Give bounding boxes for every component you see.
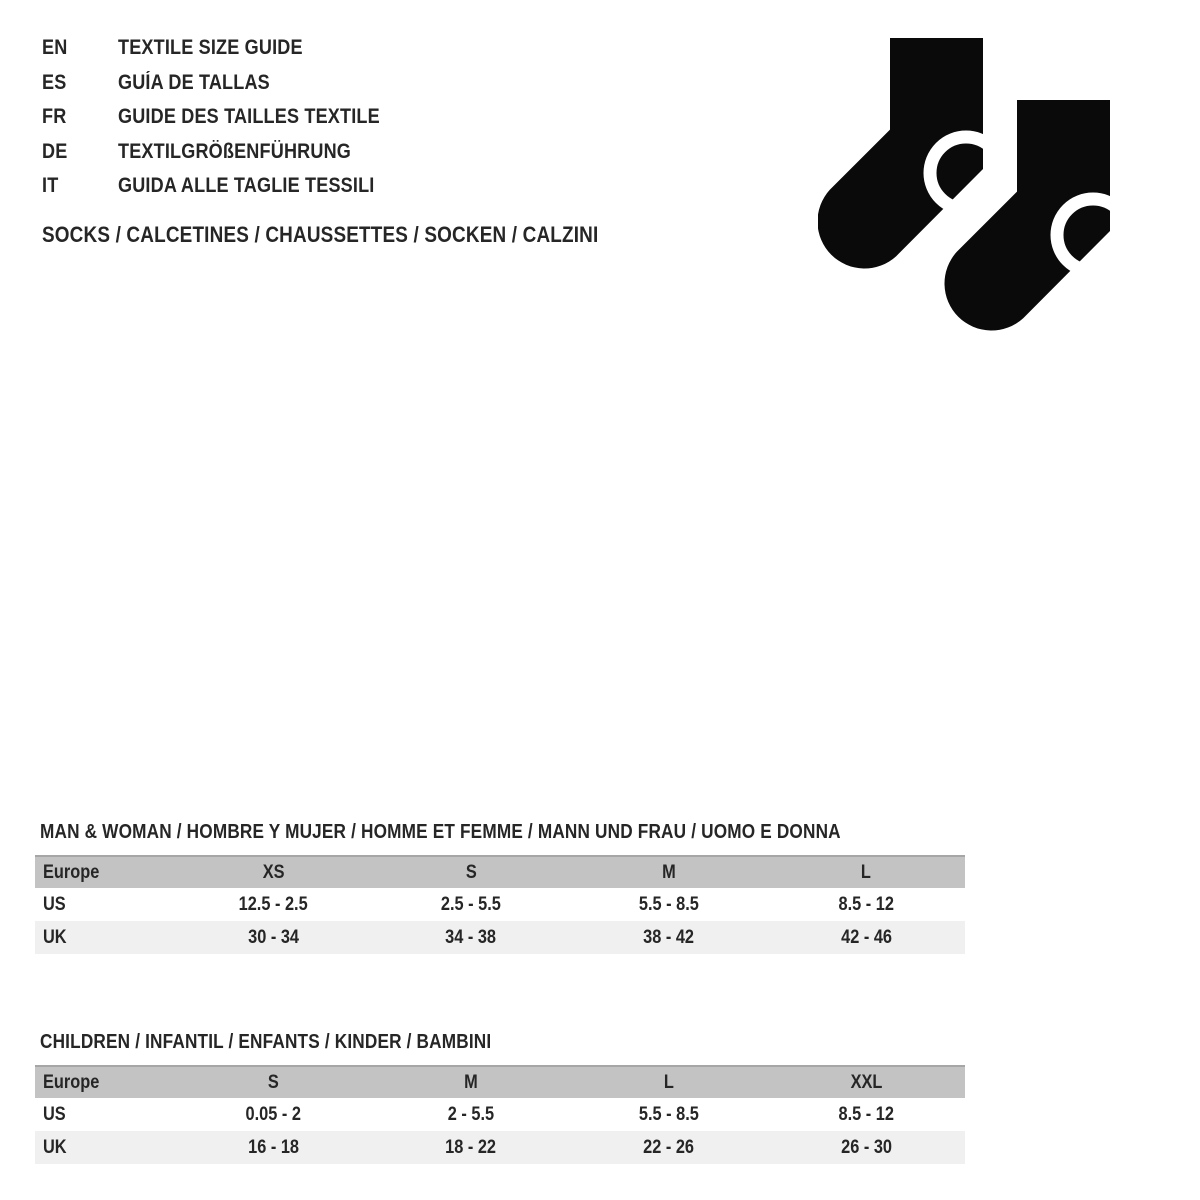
lang-row-fr <box>42 100 422 135</box>
table-children-title: CHILDREN / INFANTIL / ENFANTS / KINDER / BAMBINI <box>40 1031 492 1053</box>
table-children-header-row <box>35 1065 965 1098</box>
column-header-l: L <box>861 861 872 883</box>
column-header-s: S <box>267 1071 279 1093</box>
table-cell: 5.5 - 8.5 <box>638 893 699 915</box>
lang-row-de <box>42 135 422 170</box>
table-cell: 34 - 38 <box>445 926 497 948</box>
table-cell: 38 - 42 <box>643 926 694 948</box>
sock-left <box>818 38 1002 268</box>
row-label: US <box>43 893 66 915</box>
lang-label-it: GUIDA ALLE TAGLIE TESSILI <box>118 174 375 198</box>
lang-row-es <box>42 66 422 101</box>
column-header-xxl: XXL <box>850 1071 883 1093</box>
table-cell: 12.5 - 2.5 <box>238 893 308 915</box>
column-header-m: M <box>661 861 676 883</box>
lang-label-fr: GUIDE DES TAILLES TEXTILE <box>118 105 380 129</box>
column-header-m: M <box>464 1071 478 1093</box>
table-man-woman-title: MAN & WOMAN / HOMBRE Y MUJER / HOMME ET FEMME / MANN UND FRAU / UOMO E DONNA <box>40 821 841 843</box>
table-cell: 22 - 26 <box>643 1136 694 1158</box>
row-label: UK <box>43 1136 67 1158</box>
table-cell: 2 - 5.5 <box>447 1103 495 1125</box>
lang-label-es: GUÍA DE TALLAS <box>118 70 270 94</box>
table-cell: 8.5 - 12 <box>838 893 894 915</box>
table-row-uk <box>35 1131 965 1164</box>
table-row-us <box>35 1098 965 1131</box>
product-category-line: SOCKS / CALCETINES / CHAUSSETTES / SOCKEN / CALZINI <box>42 222 599 247</box>
table-row-us <box>35 888 965 921</box>
table-cell: 5.5 - 8.5 <box>638 1103 699 1125</box>
table-cell: 8.5 - 12 <box>838 1103 894 1125</box>
table-cell: 16 - 18 <box>247 1136 299 1158</box>
table-cell: 30 - 34 <box>247 926 299 948</box>
lang-label-de: TEXTILGRÖßENFÜHRUNG <box>118 139 352 163</box>
socks-icon <box>818 38 1118 350</box>
table-cell: 42 - 46 <box>840 926 892 948</box>
language-title-list <box>42 31 422 204</box>
column-header-europe: Europe <box>43 1071 100 1093</box>
table-man-woman-header-row <box>35 855 965 888</box>
lang-code-it: IT <box>42 174 59 198</box>
row-label: US <box>43 1103 66 1125</box>
lang-label-en: TEXTILE SIZE GUIDE <box>118 36 303 60</box>
lang-row-it <box>42 169 422 204</box>
lang-code-en: EN <box>42 36 68 60</box>
table-cell: 18 - 22 <box>445 1136 497 1158</box>
column-header-europe: Europe <box>43 861 100 883</box>
lang-code-de: DE <box>42 139 68 163</box>
lang-code-es: ES <box>42 70 67 94</box>
table-man-woman <box>35 819 965 954</box>
row-label: UK <box>43 926 67 948</box>
table-cell: 2.5 - 5.5 <box>440 893 501 915</box>
table-row-uk <box>35 921 965 954</box>
table-children <box>35 1029 965 1164</box>
column-header-l: L <box>663 1071 674 1093</box>
table-cell: 0.05 - 2 <box>245 1103 302 1125</box>
column-header-s: S <box>465 861 477 883</box>
lang-code-fr: FR <box>42 105 67 129</box>
column-header-xs: XS <box>262 861 285 883</box>
table-cell: 26 - 30 <box>840 1136 892 1158</box>
lang-row-en <box>42 31 422 66</box>
